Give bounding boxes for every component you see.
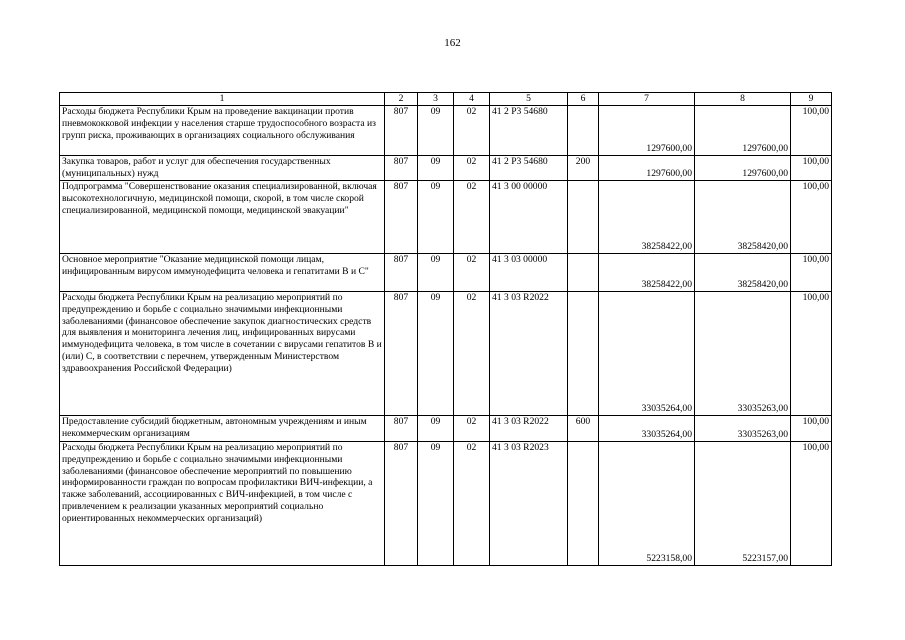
- table-row: [60, 292, 832, 416]
- execution-percent-cell: 100,00: [791, 156, 832, 181]
- subsection-code-cell: 02: [454, 416, 490, 442]
- expense-name-cell: Расходы бюджета Республики Крым на реализацию мероприятий по предупреждению и борьбе с социально значимыми инфекционными заболеваниями (финансовое обеспечение мероприятий по повышению информированности граждан по вопросам профилактики ВИЧ-инфекции, а также заболеваний, ассоциированных с ВИЧ-инфекцией, в том числе с привлечением к реализации указанных мероприятий социально ориентированных некоммерческих организаций): [60, 442, 385, 566]
- execution-percent-cell: 100,00: [791, 292, 832, 416]
- executed-amount-cell: 1297600,00: [695, 156, 791, 181]
- planned-amount-cell: 38258422,00: [599, 181, 695, 254]
- target-article-cell: 41 3 03 R2022: [490, 416, 568, 442]
- planned-amount-cell: 1297600,00: [599, 156, 695, 181]
- subsection-code-cell: 02: [454, 254, 490, 292]
- target-article-cell: 41 2 Р3 54680: [490, 106, 568, 156]
- execution-percent-cell: 100,00: [791, 106, 832, 156]
- section-code-cell: 09: [418, 292, 454, 416]
- executed-amount-cell: 5223157,00: [695, 442, 791, 566]
- expense-type-cell: [568, 181, 599, 254]
- expense-name-cell: Основное мероприятие "Оказание медицинской помощи лицам, инфицированным вирусом иммунодефицита человека и гепатитами В и С": [60, 254, 385, 292]
- expense-name-cell: Закупка товаров, работ и услуг для обеспечения государственных (муниципальных) нужд: [60, 156, 385, 181]
- target-article-cell: 41 3 03 00000: [490, 254, 568, 292]
- grbs-code-cell: 807: [385, 181, 418, 254]
- grbs-code-cell: 807: [385, 416, 418, 442]
- section-code-cell: 09: [418, 442, 454, 566]
- target-article-cell: 41 3 03 R2022: [490, 292, 568, 416]
- table-row: [60, 442, 832, 566]
- expense-type-cell: [568, 254, 599, 292]
- column-header: 9: [791, 93, 832, 106]
- column-header: 6: [568, 93, 599, 106]
- execution-percent-cell: 100,00: [791, 416, 832, 442]
- grbs-code-cell: 807: [385, 442, 418, 566]
- planned-amount-cell: 33035264,00: [599, 416, 695, 442]
- planned-amount-cell: 5223158,00: [599, 442, 695, 566]
- subsection-code-cell: 02: [454, 292, 490, 416]
- section-code-cell: 09: [418, 106, 454, 156]
- subsection-code-cell: 02: [454, 156, 490, 181]
- table-header-row: [60, 93, 832, 106]
- subsection-code-cell: 02: [454, 442, 490, 566]
- column-header: 5: [490, 93, 568, 106]
- column-header: 3: [418, 93, 454, 106]
- table-row: [60, 181, 832, 254]
- target-article-cell: 41 3 03 R2023: [490, 442, 568, 566]
- expense-type-cell: [568, 292, 599, 416]
- expense-type-cell: [568, 442, 599, 566]
- executed-amount-cell: 38258420,00: [695, 181, 791, 254]
- column-header: 4: [454, 93, 490, 106]
- page-number: 162: [444, 37, 461, 49]
- section-code-cell: 09: [418, 181, 454, 254]
- expense-name-cell: Предоставление субсидий бюджетным, автономным учреждениям и иным некоммерческим организациям: [60, 416, 385, 442]
- column-header: 1: [60, 93, 385, 106]
- column-header: 7: [599, 93, 695, 106]
- planned-amount-cell: 33035264,00: [599, 292, 695, 416]
- planned-amount-cell: 38258422,00: [599, 254, 695, 292]
- execution-percent-cell: 100,00: [791, 181, 832, 254]
- budget-table: [59, 92, 832, 566]
- grbs-code-cell: 807: [385, 156, 418, 181]
- subsection-code-cell: 02: [454, 106, 490, 156]
- expense-type-cell: 600: [568, 416, 599, 442]
- column-header: 8: [695, 93, 791, 106]
- table-row: [60, 156, 832, 181]
- column-header: 2: [385, 93, 418, 106]
- execution-percent-cell: 100,00: [791, 442, 832, 566]
- executed-amount-cell: 33035263,00: [695, 416, 791, 442]
- expense-name-cell: Расходы бюджета Республики Крым на проведение вакцинации против пневмококковой инфекции у населения старше трудоспособного возраста из групп риска, проживающих в организациях социального обслуживания: [60, 106, 385, 156]
- grbs-code-cell: 807: [385, 292, 418, 416]
- section-code-cell: 09: [418, 416, 454, 442]
- expense-name-cell: Подпрограмма "Совершенствование оказания специализированной, включая высокотехнологичную, медицинской помощи, скорой, в том числе скорой специализированной, медицинской помощи, медицинской эвакуации": [60, 181, 385, 254]
- table-row: [60, 106, 832, 156]
- expense-type-cell: 200: [568, 156, 599, 181]
- execution-percent-cell: 100,00: [791, 254, 832, 292]
- target-article-cell: 41 3 00 00000: [490, 181, 568, 254]
- executed-amount-cell: 33035263,00: [695, 292, 791, 416]
- section-code-cell: 09: [418, 254, 454, 292]
- expense-name-cell: Расходы бюджета Республики Крым на реализацию мероприятий по предупреждению и борьбе с социально значимыми инфекционными заболеваниями (финансовое обеспечение закупок диагностических средств для выявления и мониторинга лечения лиц, инфицированных вирусами иммунодефицита человека, в том числе в сочетании с вирусами гепатитов В и (или) С, в соответствии с перечнем, утвержденным Министерством здравоохранения Российской Федерации): [60, 292, 385, 416]
- grbs-code-cell: 807: [385, 254, 418, 292]
- executed-amount-cell: 38258420,00: [695, 254, 791, 292]
- table-row: [60, 416, 832, 442]
- planned-amount-cell: 1297600,00: [599, 106, 695, 156]
- grbs-code-cell: 807: [385, 106, 418, 156]
- table-row: [60, 254, 832, 292]
- subsection-code-cell: 02: [454, 181, 490, 254]
- expense-type-cell: [568, 106, 599, 156]
- target-article-cell: 41 2 Р3 54680: [490, 156, 568, 181]
- executed-amount-cell: 1297600,00: [695, 106, 791, 156]
- section-code-cell: 09: [418, 156, 454, 181]
